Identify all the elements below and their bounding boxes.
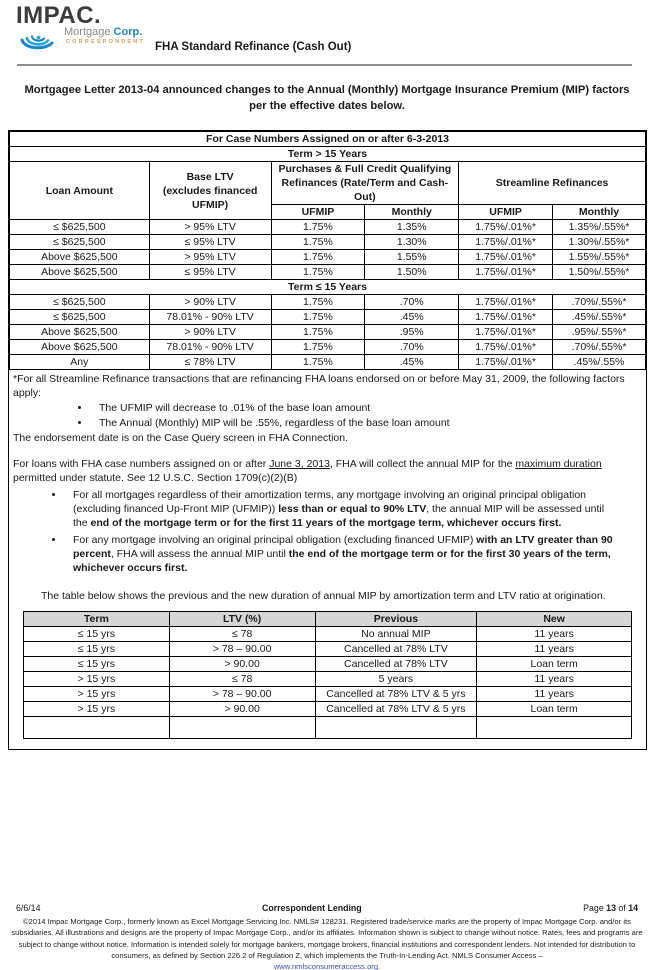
text-segment: , FHA will assess the annual MIP until (110, 548, 289, 560)
table-cell: 1.75%/.01%* (459, 265, 553, 280)
table-cell: ≤ $625,500 (10, 295, 150, 310)
footer-date: 6/6/14 (16, 903, 41, 913)
table-cell (315, 717, 477, 739)
table-cell: > 95% LTV (149, 250, 271, 265)
page-title: FHA Standard Refinance (Cash Out) (155, 41, 352, 53)
text-segment: the end of the mortgage term or for the first 30 years of the term, whichever occurs first. (73, 548, 611, 574)
table-row (24, 687, 632, 702)
table-cell: .45% (365, 355, 459, 370)
table-cell: 1.75%/.01%* (459, 235, 553, 250)
table-cell: 1.50%/.55%* (553, 265, 646, 280)
duration-section (9, 445, 646, 603)
table-cell: ≤ 15 yrs (24, 657, 170, 672)
logo-tagline (64, 26, 142, 38)
table-cell: 1.75%/.01%* (459, 355, 553, 370)
table-cell: ≤ $625,500 (10, 235, 150, 250)
table-cell: Above $625,500 (10, 340, 150, 355)
ripple-swirl-icon (14, 20, 66, 50)
footnote-bullet-list (13, 401, 642, 430)
table-cell: 1.30% (365, 235, 459, 250)
term-le15-label: Term ≤ 15 Years (10, 280, 646, 295)
table-cell: .70% (365, 295, 459, 310)
table-cell: ≤ 15 yrs (24, 627, 170, 642)
logo-tagline-gray: Mortgage (64, 26, 114, 38)
table-cell: 11 years (477, 642, 632, 657)
table-row (24, 642, 632, 657)
col-header-base-ltv: Base LTV (excludes financed UFMIP) (149, 162, 271, 220)
text-segment: less than or equal to 90% LTV (278, 503, 427, 515)
text-segment: 13 (606, 903, 616, 913)
table-cell: 5 years (315, 672, 477, 687)
text-segment: permitted under statute. See 12 U.S.C. Section 1709(c)(2)(B) (13, 472, 298, 484)
footnote-intro: *For all Streamline Refinance transactions that are refinancing FHA loans endorsed on or before May 31, 2009, the following factors apply: (13, 373, 625, 399)
bullet-item: • The UFMIP will decrease to .01% of the base loan amount (91, 401, 642, 415)
streamline-footnote (9, 370, 646, 445)
table-cell: > 15 yrs (24, 687, 170, 702)
bullet-item: • The Annual (Monthly) MIP will be .55%, regardless of the base loan amount (91, 416, 642, 430)
table-cell: 1.35%/.55%* (553, 220, 646, 235)
table-cell: ≤ 15 yrs (24, 642, 170, 657)
table-cell: > 78 – 90.00 (169, 687, 315, 702)
col-header-ltv: LTV (%) (169, 612, 315, 627)
col-header-new: New (477, 612, 632, 627)
section-header-row (10, 147, 646, 162)
table-cell: Cancelled at 78% LTV & 5 yrs (315, 687, 477, 702)
table-row (10, 220, 646, 235)
footer-page-number (583, 903, 638, 913)
table-cell: 1.75% (271, 355, 365, 370)
table-cell: No annual MIP (315, 627, 477, 642)
table-cell: Above $625,500 (10, 325, 150, 340)
table-cell: ≤ $625,500 (10, 220, 150, 235)
table-cell: ≤ 78 (169, 627, 315, 642)
table-cell: 1.35% (365, 220, 459, 235)
table-cell: 1.50% (365, 265, 459, 280)
section-header-row (10, 280, 646, 295)
col-header-previous: Previous (315, 612, 477, 627)
duration-table-rows (24, 627, 632, 739)
subheader-monthly-1: Monthly (365, 205, 459, 220)
table-cell: .70%/.55%* (553, 340, 646, 355)
table-cell: ≤ $625,500 (10, 310, 150, 325)
logo-correspondent-label: CORRESPONDENT (66, 39, 146, 45)
table-cell: 1.75%/.01%* (459, 220, 553, 235)
table-cell: .45%/.55%* (553, 310, 646, 325)
table-row (10, 295, 646, 310)
table-cell: 1.75% (271, 265, 365, 280)
footer-center-title: Correspondent Lending (261, 903, 362, 913)
table-cell: .45%/.55% (553, 355, 646, 370)
table-cell: > 95% LTV (149, 220, 271, 235)
table-cell: ≤ 78% LTV (149, 355, 271, 370)
table-cell: .70% (365, 340, 459, 355)
table-cell (477, 717, 632, 739)
text-segment: For any mortgage involving an original principal obligation (excluding financed UFMIP) (73, 534, 477, 546)
col-header-purchases: Purchases & Full Credit Qualifying Refinances (Rate/Term and Cash-Out) (271, 162, 459, 205)
table-row (10, 310, 646, 325)
table-cell: 1.75% (271, 340, 365, 355)
table-row (24, 702, 632, 717)
table-cell: 1.75% (271, 310, 365, 325)
table-cell: Loan term (477, 657, 632, 672)
duration-bullet-list (13, 488, 642, 575)
table-cell: > 78 – 90.00 (169, 642, 315, 657)
column-header-row (10, 162, 646, 205)
table-cell: 1.75% (271, 250, 365, 265)
table-cell: .95%/.55%* (553, 325, 646, 340)
table-cell: ≤ 78 (169, 672, 315, 687)
text-segment: June 3, 2013 (269, 458, 330, 470)
table-cell: Any (10, 355, 150, 370)
table-row (10, 325, 646, 340)
rows-term-gt15 (10, 220, 646, 280)
text-segment: Page (583, 903, 607, 913)
table-cell (24, 717, 170, 739)
table-row (24, 672, 632, 687)
text-segment: of (615, 903, 629, 913)
table-cell: 11 years (477, 672, 632, 687)
table-cell: 1.75%/.01%* (459, 310, 553, 325)
duration-paragraph (13, 457, 642, 485)
table-cell: 1.75% (271, 235, 365, 250)
text-segment: , FHA will collect the annual MIP for the (329, 458, 516, 470)
table-row (10, 340, 646, 355)
table-row (10, 355, 646, 370)
page-footer (0, 903, 654, 970)
text-segment: maximum duration (515, 458, 602, 470)
table-cell: Cancelled at 78% LTV (315, 657, 477, 672)
table-cell: > 90% LTV (149, 295, 271, 310)
table-caption: For Case Numbers Assigned on or after 6-3-2013 (10, 132, 646, 147)
table-row (24, 627, 632, 642)
mip-duration-table (23, 611, 632, 739)
table-cell: 1.75%/.01%* (459, 325, 553, 340)
text-segment: For loans with FHA case numbers assigned on or after (13, 458, 270, 470)
table-cell: > 15 yrs (24, 702, 170, 717)
subheader-ufmip-1: UFMIP (271, 205, 365, 220)
table-cell: 78.01% - 90% LTV (149, 340, 271, 355)
table-cell: 1.55%/.55%* (553, 250, 646, 265)
table-cell: 1.75%/.01%* (459, 250, 553, 265)
col-header-streamline: Streamline Refinances (459, 162, 646, 205)
table-cell: 1.55% (365, 250, 459, 265)
table-row (24, 657, 632, 672)
footnote-outro: The endorsement date is on the Case Query screen in FHA Connection. (13, 432, 349, 444)
table-cell: 1.75% (271, 220, 365, 235)
table-cell: ≤ 95% LTV (149, 265, 271, 280)
table-cell (169, 717, 315, 739)
table-cell: ≤ 95% LTV (149, 235, 271, 250)
text-segment: For all mortgages regardless of their amortization terms, any mortgage involving an original principal obligation (excluding financed Up-Front MIP (UFMIP)) (73, 489, 587, 515)
intro-text: Mortgagee Letter 2013-04 announced changes to the Annual (Monthly) Mortgage Insurance Premium (MIP) factors per the effective dates below. (24, 84, 630, 112)
table-cell: Cancelled at 78% LTV (315, 642, 477, 657)
logo-tagline-blue: Corp. (113, 26, 143, 38)
subheader-monthly-2: Monthly (553, 205, 646, 220)
nmls-consumer-access-link[interactable]: www.nmlsconsumeraccess.org. (273, 961, 381, 970)
table-cell: Cancelled at 78% LTV & 5 yrs (315, 702, 477, 717)
table-row (24, 717, 632, 739)
header-divider (17, 64, 632, 66)
bullet-item (65, 533, 613, 575)
table-cell: 11 years (477, 687, 632, 702)
subheader-ufmip-2: UFMIP (459, 205, 553, 220)
footer-legal-text: ©2014 Impac Mortgage Corp., formerly known as Excel Mortgage Servicing Inc. NMLS# 128231. Registered trade/service marks are the property of Impac Mortgage Corp. and/or its subsidiaries. All illustrations and designs are the property of Impac Mortgage Corp., and/or its affiliates. Information shown is subject to change without notice. Rates, fees and programs are subject to change without notice. Information is intended solely for mortgage bankers, mortgage brokers, financial institutions and correspondent lenders. Not intended for distribution to consumers, as defined by Section 226.2 of Regulation Z, which implements the Truth-In-Lending Act. NMLS Consumer Access – (11, 917, 643, 961)
rows-term-le15 (10, 295, 646, 370)
table-cell: Above $625,500 (10, 265, 150, 280)
table-cell: > 90% LTV (149, 325, 271, 340)
table-row (10, 250, 646, 265)
duration-table-header-row (24, 612, 632, 627)
footer-row (0, 903, 654, 913)
table-cell: 78.01% - 90% LTV (149, 310, 271, 325)
table-cell: 1.75% (271, 325, 365, 340)
text-segment: with an LTV greater than 90 percent (73, 534, 613, 560)
table-cell: > 90.00 (169, 657, 315, 672)
impac-logo (16, 4, 166, 54)
text-segment: , the annual MIP will be assessed until the (73, 503, 605, 529)
text-segment: 14 (628, 903, 638, 913)
table-row (10, 265, 646, 280)
table-cell: 11 years (477, 627, 632, 642)
table-cell: .45% (365, 310, 459, 325)
table-cell: Above $625,500 (10, 250, 150, 265)
table-row (10, 235, 646, 250)
table-cell: > 90.00 (169, 702, 315, 717)
text-segment: end of the mortgage term or for the first 11 years of the mortgage term, whichever occurs first. (90, 517, 562, 529)
table-cell: .70%/.55%* (553, 295, 646, 310)
table-cell: .95% (365, 325, 459, 340)
impac-wordmark: IMPAC. (16, 2, 102, 29)
table-cell: 1.75%/.01%* (459, 340, 553, 355)
table-cell: 1.75% (271, 295, 365, 310)
col-header-loan-amount: Loan Amount (10, 162, 150, 220)
mip-factor-table (9, 131, 646, 370)
table-cell: 1.30%/.55%* (553, 235, 646, 250)
content-box (8, 130, 647, 750)
bullet-item (65, 488, 613, 530)
table-caption-row (10, 132, 646, 147)
col-header-term: Term (24, 612, 170, 627)
table-cell: 1.75%/.01%* (459, 295, 553, 310)
table-cell: Loan term (477, 702, 632, 717)
term-gt15-label: Term > 15 Years (10, 147, 646, 162)
table-cell: > 15 yrs (24, 672, 170, 687)
duration-table-intro: The table below shows the previous and the new duration of annual MIP by amortization term and LTV ratio at origination. (41, 590, 606, 602)
